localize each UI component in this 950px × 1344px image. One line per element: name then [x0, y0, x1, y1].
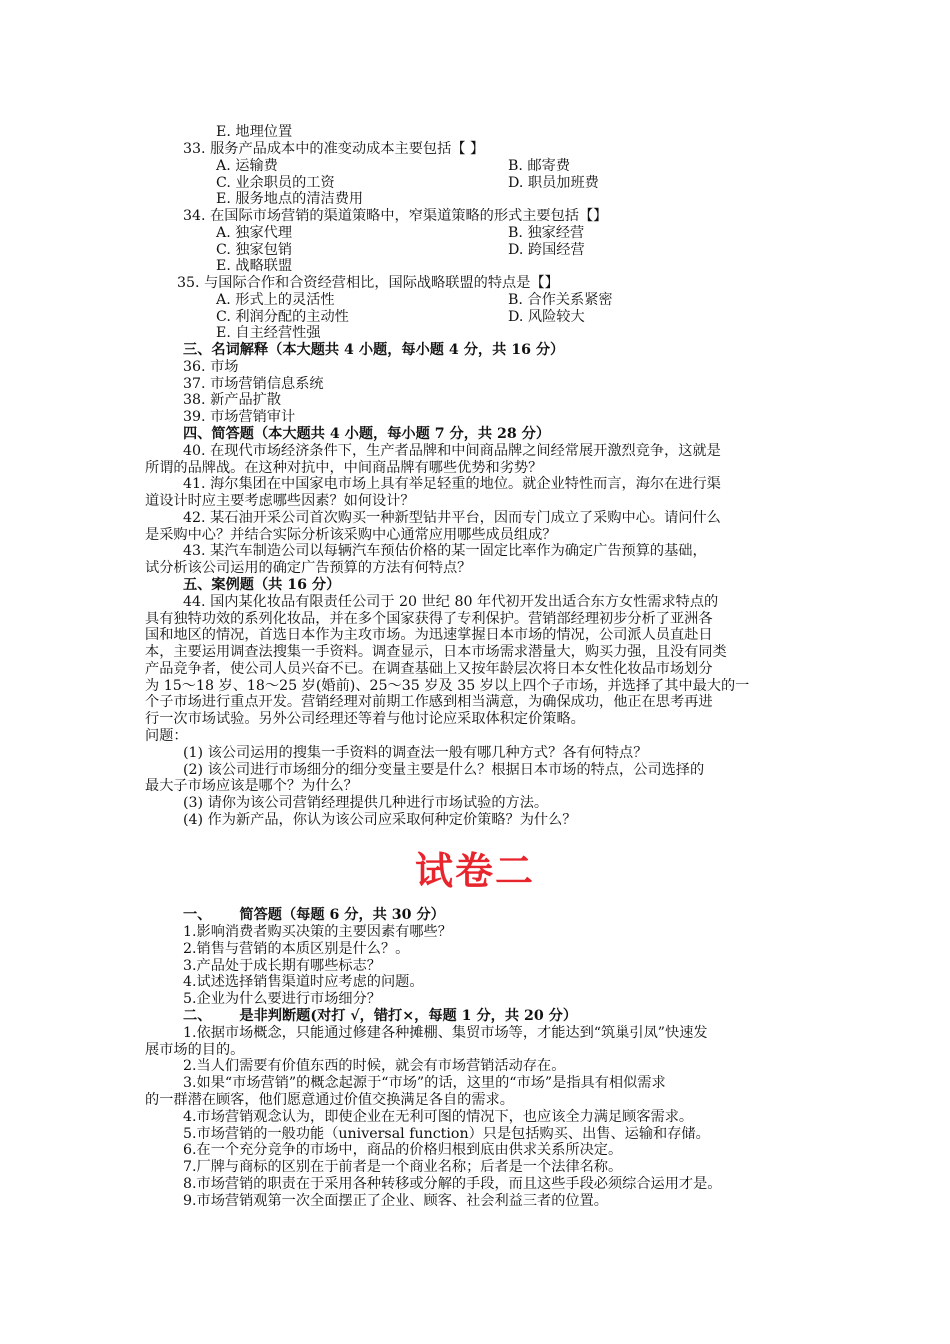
list-item: 3.产品处于成长期有哪些标志？	[183, 958, 381, 974]
q35-option-e: E. 自主经营性强	[216, 325, 321, 341]
q33-stem: 33. 服务产品成本中的准变动成本主要包括【 】	[183, 141, 485, 157]
q33-option-e: E. 服务地点的清洁费用	[216, 191, 364, 207]
section-title: 简答题（每题 6 分，共 30 分）	[239, 907, 445, 923]
q34-stem: 34. 在国际市场营销的渠道策略中，窄渠道策略的形式主要包括【】	[183, 208, 608, 224]
part2-section2-heading	[183, 1008, 577, 1025]
exam-two-title: 试卷二	[414, 849, 535, 893]
part2-section1-heading	[183, 907, 445, 924]
judgement-line: 展市场的目的。	[145, 1042, 245, 1058]
judgement-line: 9.市场营销观第一次全面摆正了企业、顾客、社会利益三者的位置。	[183, 1193, 608, 1209]
judgement-line: 1.依据市场概念，只能通过修建各种摊棚、集贸市场等，才能达到“筑巢引凤”快速发	[183, 1025, 708, 1041]
case-line: (2) 该公司进行市场细分的细分变量主要是什么？根据日本市场的特点，公司选择的	[183, 762, 705, 778]
judgement-line: 2.当人们需要有价值东西的时候，就会有市场营销活动存在。	[183, 1058, 566, 1074]
term-item: 39. 市场营销审计	[183, 409, 296, 425]
case-line: 44. 国内某化妆品有限责任公司于 20 世纪 80 年代初开发出适合东方女性需求特点的	[183, 594, 719, 610]
q34-option-e: E. 战略联盟	[216, 258, 293, 274]
section-number: 二、	[183, 1008, 212, 1024]
case-line: 个子市场进行重点开发。营销经理对前期工作感到相当满意，为确保成功，他正在思考再进	[145, 694, 713, 710]
case-line: 产品竞争者，使公司人员兴奋不已。在调查基础上又按年龄层次将日本女性化妆品市场划分	[145, 661, 713, 677]
section-title: 是非判断题(对打 √，错打×，每题 1 分，共 20 分）	[239, 1008, 578, 1024]
judgement-line: 的一群潜在顾客，他们愿意通过价值交换满足各自的需求。	[145, 1092, 514, 1108]
judgement-line: 4.市场营销观念认为，即使企业在无利可图的情况下，也应该全力满足顾客需求。	[183, 1109, 694, 1125]
case-line: 问题：	[145, 728, 188, 744]
q35-option-a: A. 形式上的灵活性	[216, 292, 335, 308]
case-line: 最大子市场应该是哪个？为什么？	[145, 778, 358, 794]
term-item: 36. 市场	[183, 359, 239, 375]
question-line: 41. 海尔集团在中国家电市场上具有举足轻重的地位。就企业特性而言，海尔在进行渠	[183, 476, 721, 492]
case-line: (3) 请你为该公司营销经理提供几种进行市场试验的方法。	[183, 795, 549, 811]
q33-option-b: B. 邮寄费	[508, 158, 571, 174]
judgement-line: 6.在一个充分竞争的市场中，商品的价格归根到底由供求关系所决定。	[183, 1142, 623, 1158]
case-line: (1) 该公司运用的搜集一手资料的调查法一般有哪几种方式？各有何特点？	[183, 745, 648, 761]
case-line: 具有独特功效的系列化妆品，并在多个国家获得了专利保护。营销部经理初步分析了亚洲各	[145, 611, 713, 627]
q34-option-d: D. 跨国经营	[508, 242, 585, 258]
q32-option-e: E. 地理位置	[216, 124, 293, 140]
case-line: 行一次市场试验。另外公司经理还等着与他讨论应采取体积定价策略。	[145, 711, 585, 727]
q34-option-a: A. 独家代理	[216, 225, 293, 241]
judgement-line: 7.厂牌与商标的区别在于前者是一个商业名称；后者是一个法律名称。	[183, 1159, 623, 1175]
question-line: 试分析该公司运用的确定广告预算的方法有何特点？	[145, 560, 472, 576]
list-item: 2.销售与营销的本质区别是什么？。	[183, 941, 410, 957]
judgement-line: 5.市场营销的一般功能（universal function）只是包括购买、出售、运输和存储。	[183, 1126, 710, 1142]
case-line: 为 15～18 岁、18～25 岁(婚前)、25～35 岁及 35 岁以上四个子市场，并选择了其中最大的一	[145, 678, 750, 694]
list-item: 5.企业为什么要进行市场细分？	[183, 991, 381, 1007]
question-line: 42. 某石油开采公司首次购买一种新型钻井平台，因而专门成立了采购中心。请问什么	[183, 510, 721, 526]
list-item: 4.试述选择销售渠道时应考虑的问题。	[183, 974, 424, 990]
case-line: 本，主要运用调查法搜集一手资料。调查显示，日本市场需求潜量大，购买力强，且没有同类	[145, 644, 727, 660]
q35-option-b: B. 合作关系紧密	[508, 292, 613, 308]
q34-option-c: C. 独家包销	[216, 242, 293, 258]
judgement-line: 3.如果“市场营销”的概念起源于“市场”的话，这里的“市场”是指具有相似需求	[183, 1075, 666, 1091]
term-item: 38. 新产品扩散	[183, 392, 282, 408]
term-item: 37. 市场营销信息系统	[183, 376, 324, 392]
q33-option-a: A. 运输费	[216, 158, 278, 174]
section5-heading: 五、案例题（共 16 分）	[183, 577, 341, 593]
case-line: (4) 作为新产品，你认为该公司应采取何种定价策略？为什么？	[183, 812, 577, 828]
q34-option-b: B. 独家经营	[508, 225, 585, 241]
judgement-line: 8.市场营销的职责在于采用各种转移或分解的手段，而且这些手段必须综合运用才是。	[183, 1176, 722, 1192]
section-number: 一、	[183, 907, 212, 923]
q35-option-c: C. 利润分配的主动性	[216, 309, 349, 325]
section4-heading: 四、简答题（本大题共 4 小题，每小题 7 分，共 28 分）	[183, 426, 551, 442]
question-line: 道设计时应主要考虑哪些因素？如何设计？	[145, 493, 415, 509]
q35-option-d: D. 风险较大	[508, 309, 585, 325]
q33-option-d: D. 职员加班费	[508, 175, 599, 191]
section3-heading: 三、名词解释（本大题共 4 小题，每小题 4 分，共 16 分）	[183, 342, 565, 358]
question-line: 43. 某汽车制造公司以每辆汽车预估价格的某一固定比率作为确定广告预算的基础，	[183, 543, 707, 559]
question-line: 所谓的品牌战。在这种对抗中，中间商品牌有哪些优势和劣势？	[145, 460, 543, 476]
q33-option-c: C. 业余职员的工资	[216, 175, 335, 191]
list-item: 1.影响消费者购买决策的主要因素有哪些？	[183, 924, 452, 940]
question-line: 是采购中心？并结合实际分析该采购中心通常应用哪些成员组成？	[145, 527, 557, 543]
case-line: 国和地区的情况，首选日本作为主攻市场。为迅速掌握日本市场的情况，公司派人员直赴日	[145, 627, 713, 643]
question-line: 40. 在现代市场经济条件下，生产者品牌和中间商品牌之间经常展开激烈竞争，这就是	[183, 443, 721, 459]
q35-stem: 35. 与国际合作和合资经营相比，国际战略联盟的特点是【】	[177, 275, 559, 291]
